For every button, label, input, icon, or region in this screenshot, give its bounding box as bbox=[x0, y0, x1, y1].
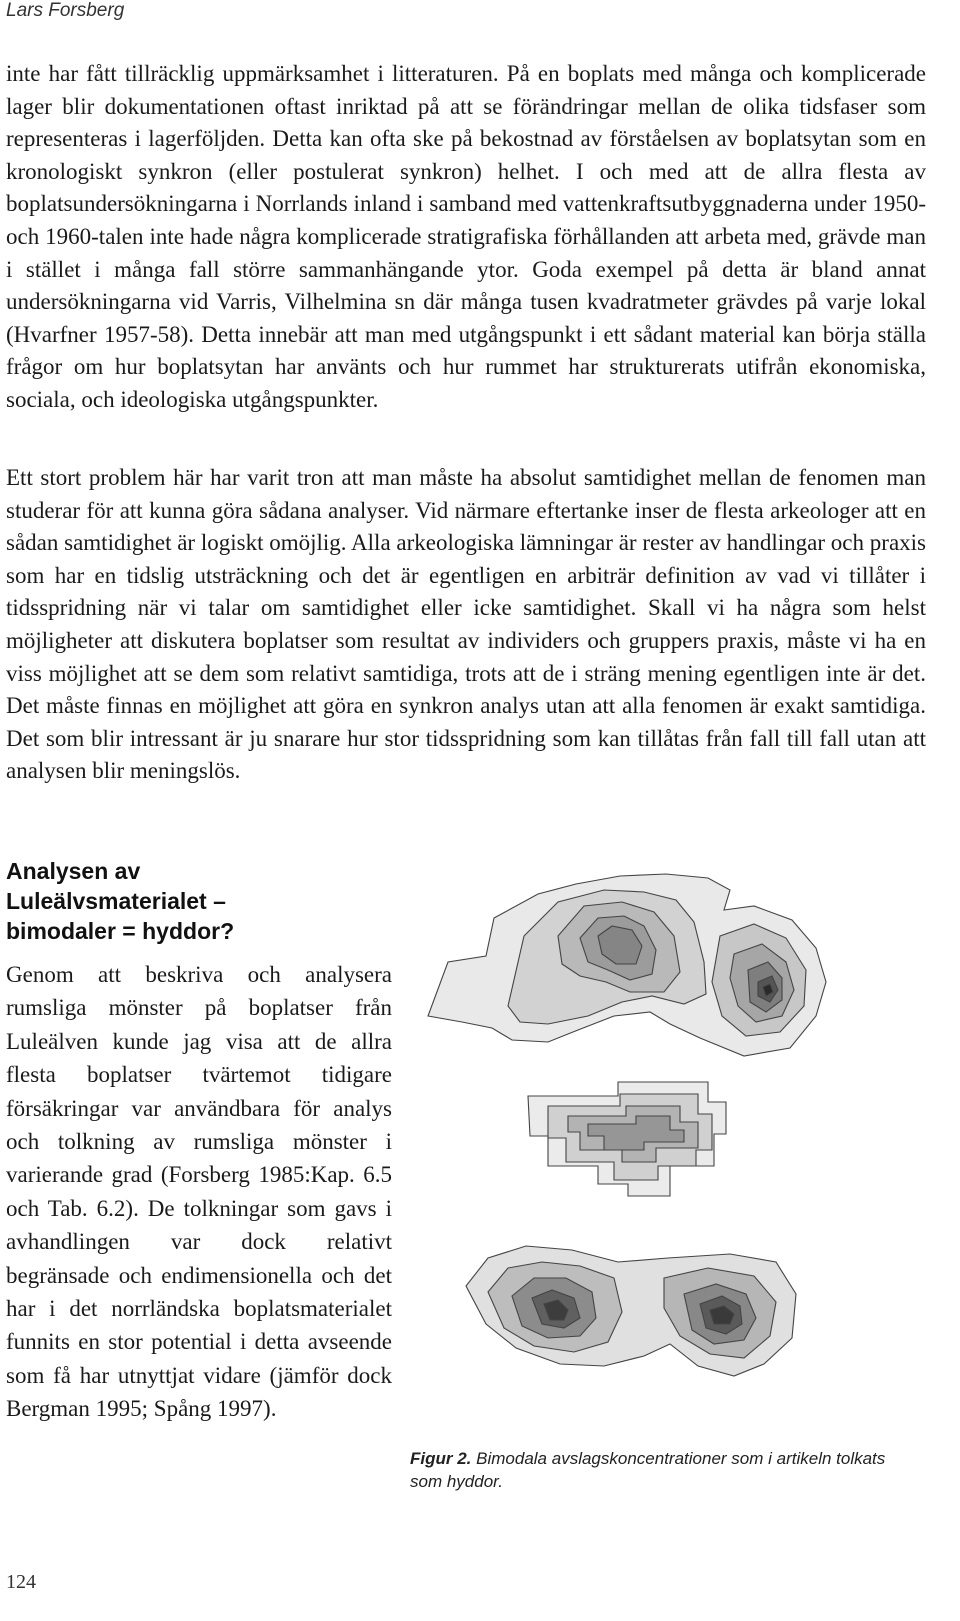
figure-caption-label: Figur 2. bbox=[410, 1449, 472, 1468]
section-heading bbox=[6, 856, 406, 946]
body-paragraph-1: inte har fått tillräcklig uppmärksamhet i litteraturen. På en boplats med många och komplicerade lager blir dokumentationen oftast inriktad på att se förändringar mellan de olika tidsfaser som representeras i lagerföljden. Detta kan ofta ske på bekostnad av förståelsen av boplatsytan som en kronologiskt synkron (eller postulerat synkron) helhet. I och med att de allra flesta av boplatsundersökningarna i Norrlands inland i samband med vattenkraftsutbyggnaderna under 1950- och 1960-talen inte hade några komplicerade stratigrafiska förhållanden att arbeta med, grävde man i stället i många fall större sammanhängande ytor. Goda exempel på detta är bland annat undersökningarna vid Varris, Vilhelmina sn där många tusen kvadratmeter grävdes på varje lokal (Hvarfner 1957-58). Detta innebär att man med utgångspunkt i ett sådant material kan börja ställa frågor om hur boplatsytan har använts och hur rummet har strukturerats utifrån ekonomiska, sociala, och ideologiska utgångspunkter. bbox=[6, 61, 926, 412]
body-paragraph-2: Ett stort problem här har varit tron att man måste ha absolut samtidighet mellan de fenomen man studerar för att kunna göra sådana analyser. Vid närmare eftertanke inser de flesta arkeologer att en sådan samtidighet är logiskt omöjlig. Alla arkeologiska lämningar är rester av handlingar och praxis som har en tidslig utsträckning och det är egentligen en arbiträr definition av vad vi tillåter i tidsspridning när vi talar om samtidighet eller icke samtidighet. Skall vi ha några som helst möjligheter att diskutera boplatser som resultat av individers och gruppers praxis, måste vi ha en viss möjlighet att se dem som relativt samtidiga, trots att de i sträng mening egentligen inte är det. Det måste finnas en möjlighet att göra en synkron analys utan att alla fenomen är exakt samtidiga. Det som blir intressant är ju snarare hur stor tidsspridning som kan tillåtas från fall till fall utan att analysen blir meningslös. bbox=[6, 465, 926, 784]
section-heading-line-1: Analysen av bbox=[6, 858, 141, 884]
contour-maps-graphic bbox=[408, 866, 948, 1446]
section-heading-line-2: Luleälvsmaterialet – bbox=[6, 888, 226, 914]
figure-caption-text: Bimodala avslagskoncentrationer som i artikeln tolkats som hyddor. bbox=[410, 1449, 886, 1491]
contour-map-top bbox=[428, 874, 826, 1056]
figure-caption bbox=[410, 1447, 910, 1493]
running-head: Lars Forsberg bbox=[6, 0, 125, 21]
figure-contour-maps bbox=[408, 866, 948, 1446]
section-heading-line-3: bimodaler = hyddor? bbox=[6, 918, 235, 944]
page-number: 124 bbox=[6, 1571, 36, 1593]
contour-map-middle bbox=[528, 1082, 726, 1196]
contour-map-bottom bbox=[466, 1246, 796, 1376]
section-paragraph: Genom att beskriva och analysera rumsliga mönster på boplatser från Luleälven kunde jag visa att de allra flesta boplatser tvärtemot tidigare försäkringar var användbara för analys och tolkning av rumsliga mönster i varierande grad (Forsberg 1985:Kap. 6.5 och Tab. 6.2). De tolkningar som gavs i avhandlingen var dock relativt begränsade och endimensionella och det har i det norrländska boplatsmaterialet funnits en stor potential i detta avseende som få har utnyttjat vidare (jämför dock Bergman 1995; Spång 1997). bbox=[6, 962, 392, 1422]
